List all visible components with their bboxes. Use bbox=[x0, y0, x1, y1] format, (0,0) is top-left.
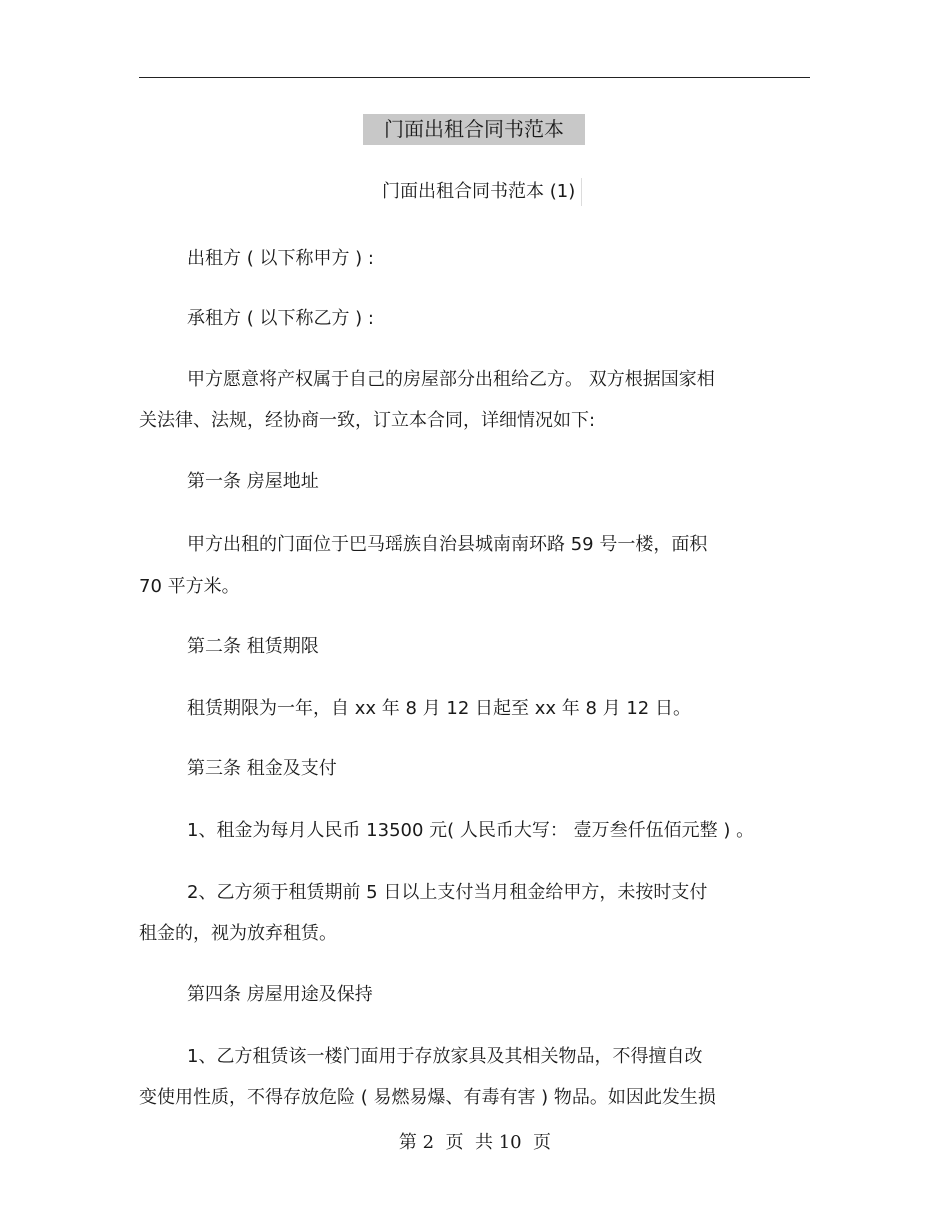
article-1-line-2: 70 平方米。 bbox=[139, 576, 240, 597]
article-2-line-1: 租赁期限为一年，自 xx 年 8 月 12 日起至 xx 年 8 月 12 日。 bbox=[187, 698, 691, 719]
article-3-heading: 第三条 租金及支付 bbox=[187, 758, 337, 779]
article-3-item-1: 1、租金为每月人民币 13500 元( 人民币大写： 壹万叁仟伍佰元整 ) 。 bbox=[187, 820, 755, 841]
document-title: 门面出租合同书范本 bbox=[363, 114, 585, 145]
article-4-item-1-line-2: 变使用性质，不得存放危险 ( 易燃易爆、有毒有害 ) 物品。如因此发生损 bbox=[139, 1087, 716, 1108]
document-subtitle: 门面出租合同书范本 (1) bbox=[382, 178, 582, 206]
article-1-heading: 第一条 房屋地址 bbox=[187, 471, 319, 492]
header-rule bbox=[139, 77, 810, 78]
party-a-line: 出租方 ( 以下称甲方 ) : bbox=[187, 248, 374, 269]
article-3-item-2-line-2: 租金的，视为放弃租赁。 bbox=[139, 923, 337, 944]
article-3-item-2-line-1: 2、乙方须于租赁期前 5 日以上支付当月租金给甲方，未按时支付 bbox=[187, 882, 708, 903]
article-4-heading: 第四条 房屋用途及保持 bbox=[187, 984, 373, 1005]
intro-line-2: 关法律、法规，经协商一致，订立本合同，详细情况如下: bbox=[139, 410, 596, 431]
intro-line-1: 甲方愿意将产权属于自己的房屋部分出租给乙方。 双方根据国家相 bbox=[187, 369, 715, 390]
article-1-line-1: 甲方出租的门面位于巴马瑶族自治县城南南环路 59 号一楼，面积 bbox=[187, 534, 708, 555]
page-footer: 第 2 页 共 10 页 bbox=[398, 1132, 552, 1153]
party-b-line: 承租方 ( 以下称乙方 ) : bbox=[187, 308, 374, 329]
article-2-heading: 第二条 租赁期限 bbox=[187, 636, 319, 657]
article-4-item-1-line-1: 1、乙方租赁该一楼门面用于存放家具及其相关物品，不得擅自改 bbox=[187, 1046, 703, 1067]
